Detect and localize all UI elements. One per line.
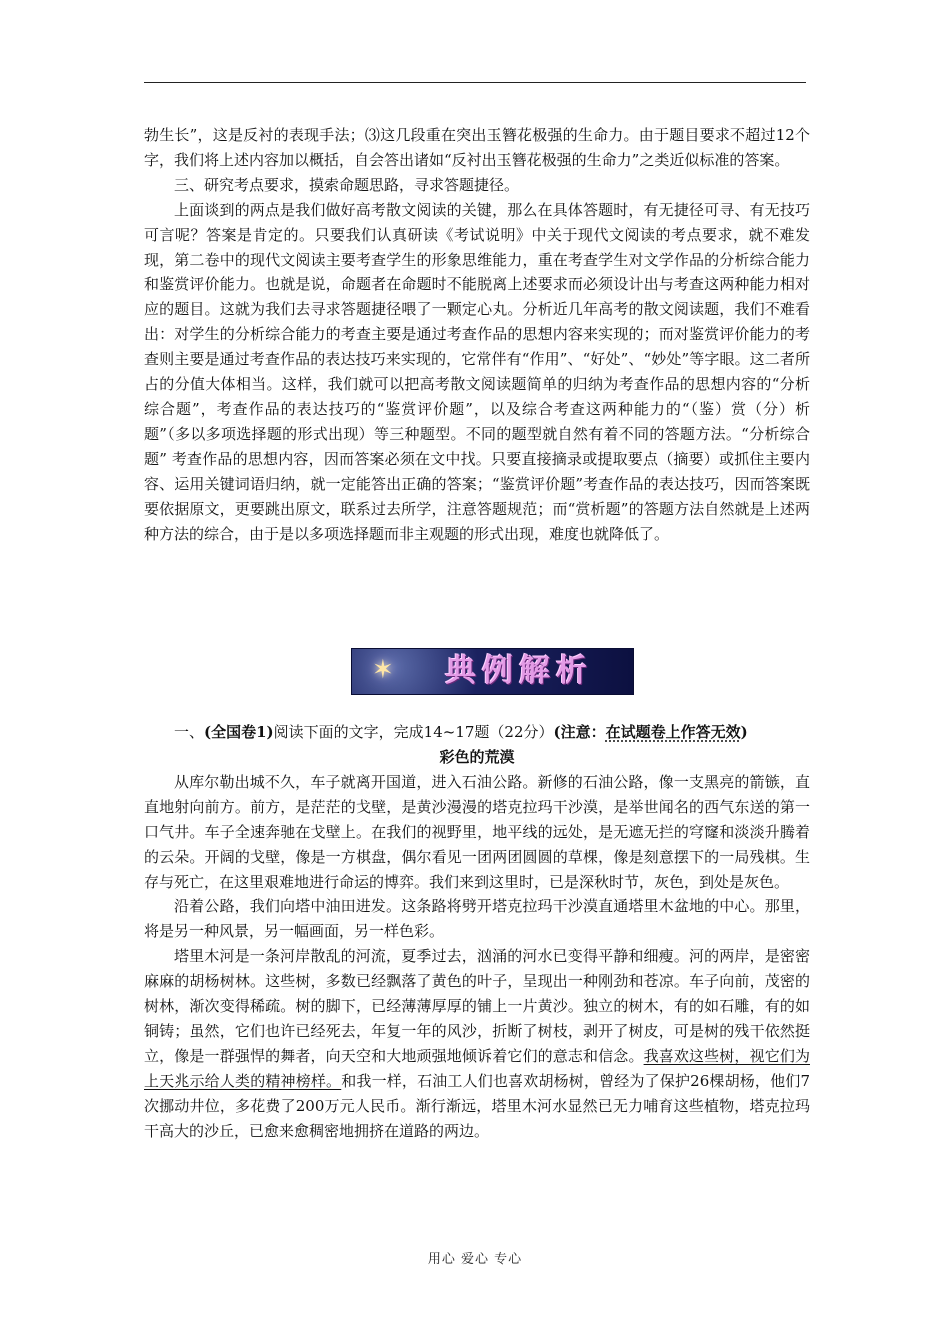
example-analysis-banner [351, 648, 634, 695]
intro-paragraph-1: 勃生长”，这是反衬的表现手法；⑶这几段重在突出玉簪花极强的生命力。由于题目要求不超过12个字，我们将上述内容加以概括，自会答出诸如“反衬出玉簪花极强的生命力”之类近似标准的答案。 [144, 126, 810, 169]
page-footer: 用心 爱心 专心 [427, 1252, 523, 1267]
question-note-lead: (注意： [553, 723, 606, 741]
question-line [144, 720, 810, 745]
article-paragraph-3-end: 和我一样，石油工人们也喜欢胡杨树，曾经为了保护26棵胡杨，他们7次挪动井位，多花费了200万元人民币。渐行渐远，塔里木河水显然已无力哺育这些植物，塔克拉玛干高大的沙丘，已愈来愈稠密地拥挤在道路的两边。 [144, 1071, 810, 1140]
intro-section [144, 123, 810, 546]
article-paragraph-1: 从库尔勒出城不久，车子就离开国道，进入石油公路。新修的石油公路，像一支黑亮的箭镞，直直地射向前方。前方，是茫茫的戈壁，是黄沙漫漫的塔克拉玛干沙漠，是举世闻名的西气东送的第一口气井。车子全速奔驰在戈壁上。在我们的视野里，地平线的远处，是无遮无拦的穹窿和淡淡升腾着的云朵。开阔的戈壁，像是一方棋盘，偶尔看见一团两团圆圆的草棵，像是刻意摆下的一局残棋。生存与死亡，在这里艰难地进行命运的博弈。我们来到这里时，已是深秋时节，灰色，到处是灰色。 [144, 772, 810, 891]
star-icon: ✶ [372, 655, 394, 685]
question-source: (全国卷1) [204, 723, 274, 741]
question-instruction: 阅读下面的文字，完成14~17题（22分） [273, 723, 554, 741]
question-section [144, 720, 810, 1144]
header-rule [144, 82, 806, 83]
intro-paragraph-2: 上面谈到的两点是我们做好高考散文阅读的关键，那么在具体答题时，有无捷径可寻、有无技巧可言呢？答案是肯定的。只要我们认真研读《考试说明》中关于现代文阅读的考点要求，就不难发现，第二卷中的现代文阅读主要考查学生的形象思维能力，重在考查学生对文学作品的分析综合能力和鉴赏评价能力。也就是说，命题者在命题时不能脱离上述要求而必须设计出与考查这两种能力相对应的题目。这就为我们去寻求答题捷径喂了一颗定心丸。分析近几年高考的散文阅读题，我们不难看出：对学生的分析综合能力的考查主要是通过考查作品的思想内容来实现的；而对鉴赏评价能力的考查则主要是通过考查作品的表达技巧来实现的，它常伴有“作用”、“好处”、“妙处”等字眼。这二者所占的分值大体相当。这样，我们就可以把高考散文阅读题简单的归纳为考查作品的思想内容的“分析综合题”，考查作品的表达技巧的“鉴赏评价题”，以及综合考查这两种能力的“（鉴）赏（分）析题”（多以多项选择题的形式出现）等三种题型。不同的题型就自然有着不同的答题方法。“分析综合题” 考查作品的思想内容，因而答案必须在文中找。只要直接摘录或提取要点（摘要）或抓住主要内容、运用关键词语归纳，就一定能答出正确的答案；“鉴赏评价题”考查作品的表达技巧，因而答案既要依据原文，更要跳出原文，联系过去所学，注意答题规范；而“赏析题”的答题方法自然就是上述两种方法的综合，由于是以多项选择题而非主观题的形式出现，难度也就降低了。 [144, 200, 810, 543]
article-title: 彩色的荒漠 [439, 747, 515, 766]
article-paragraph-3-start: 塔里木河是一条河岸散乱的河流，夏季过去，汹涌的河水已变得平静和细瘦。河的两岸，是密密麻麻的胡杨树林。这些树，多数已经飘落了黄色的叶子，呈现出一种刚劲和苍凉。车子向前，茂密的树林，渐次变得稀疏。树的脚下，已经薄薄厚厚的铺上一片黄沙。独立的树木，有的如石雕，有的如铜铸；虽然，它们也许已经死去，年复一年的风沙，折断了树枝，剥开了树皮，可是树的残干依然挺立，像是一群强悍的舞者，向天空和大地顽强地倾诉着它们的意志和信念。 [144, 947, 810, 1065]
article-paragraph-3 [144, 944, 810, 1143]
underlined-sentence: 我喜欢这些树，视它们为上天兆示给人类的精神榜样。 [144, 1046, 810, 1090]
question-note-close: ) [740, 723, 748, 741]
section-heading: 三、研究考点要求，摸索命题思路，寻求答题捷径。 [174, 175, 520, 194]
article-paragraph-2: 沿着公路，我们向塔中油田进发。这条路将劈开塔克拉玛干沙漠直通塔里木盆地的中心。那里，将是另一种风景，另一幅画面，另一样色彩。 [144, 897, 810, 941]
question-prefix: 一、 [174, 723, 205, 741]
question-note-emphasis: 在试题卷上作答无效 [605, 723, 741, 741]
banner-title: 典例解析 [445, 653, 593, 689]
